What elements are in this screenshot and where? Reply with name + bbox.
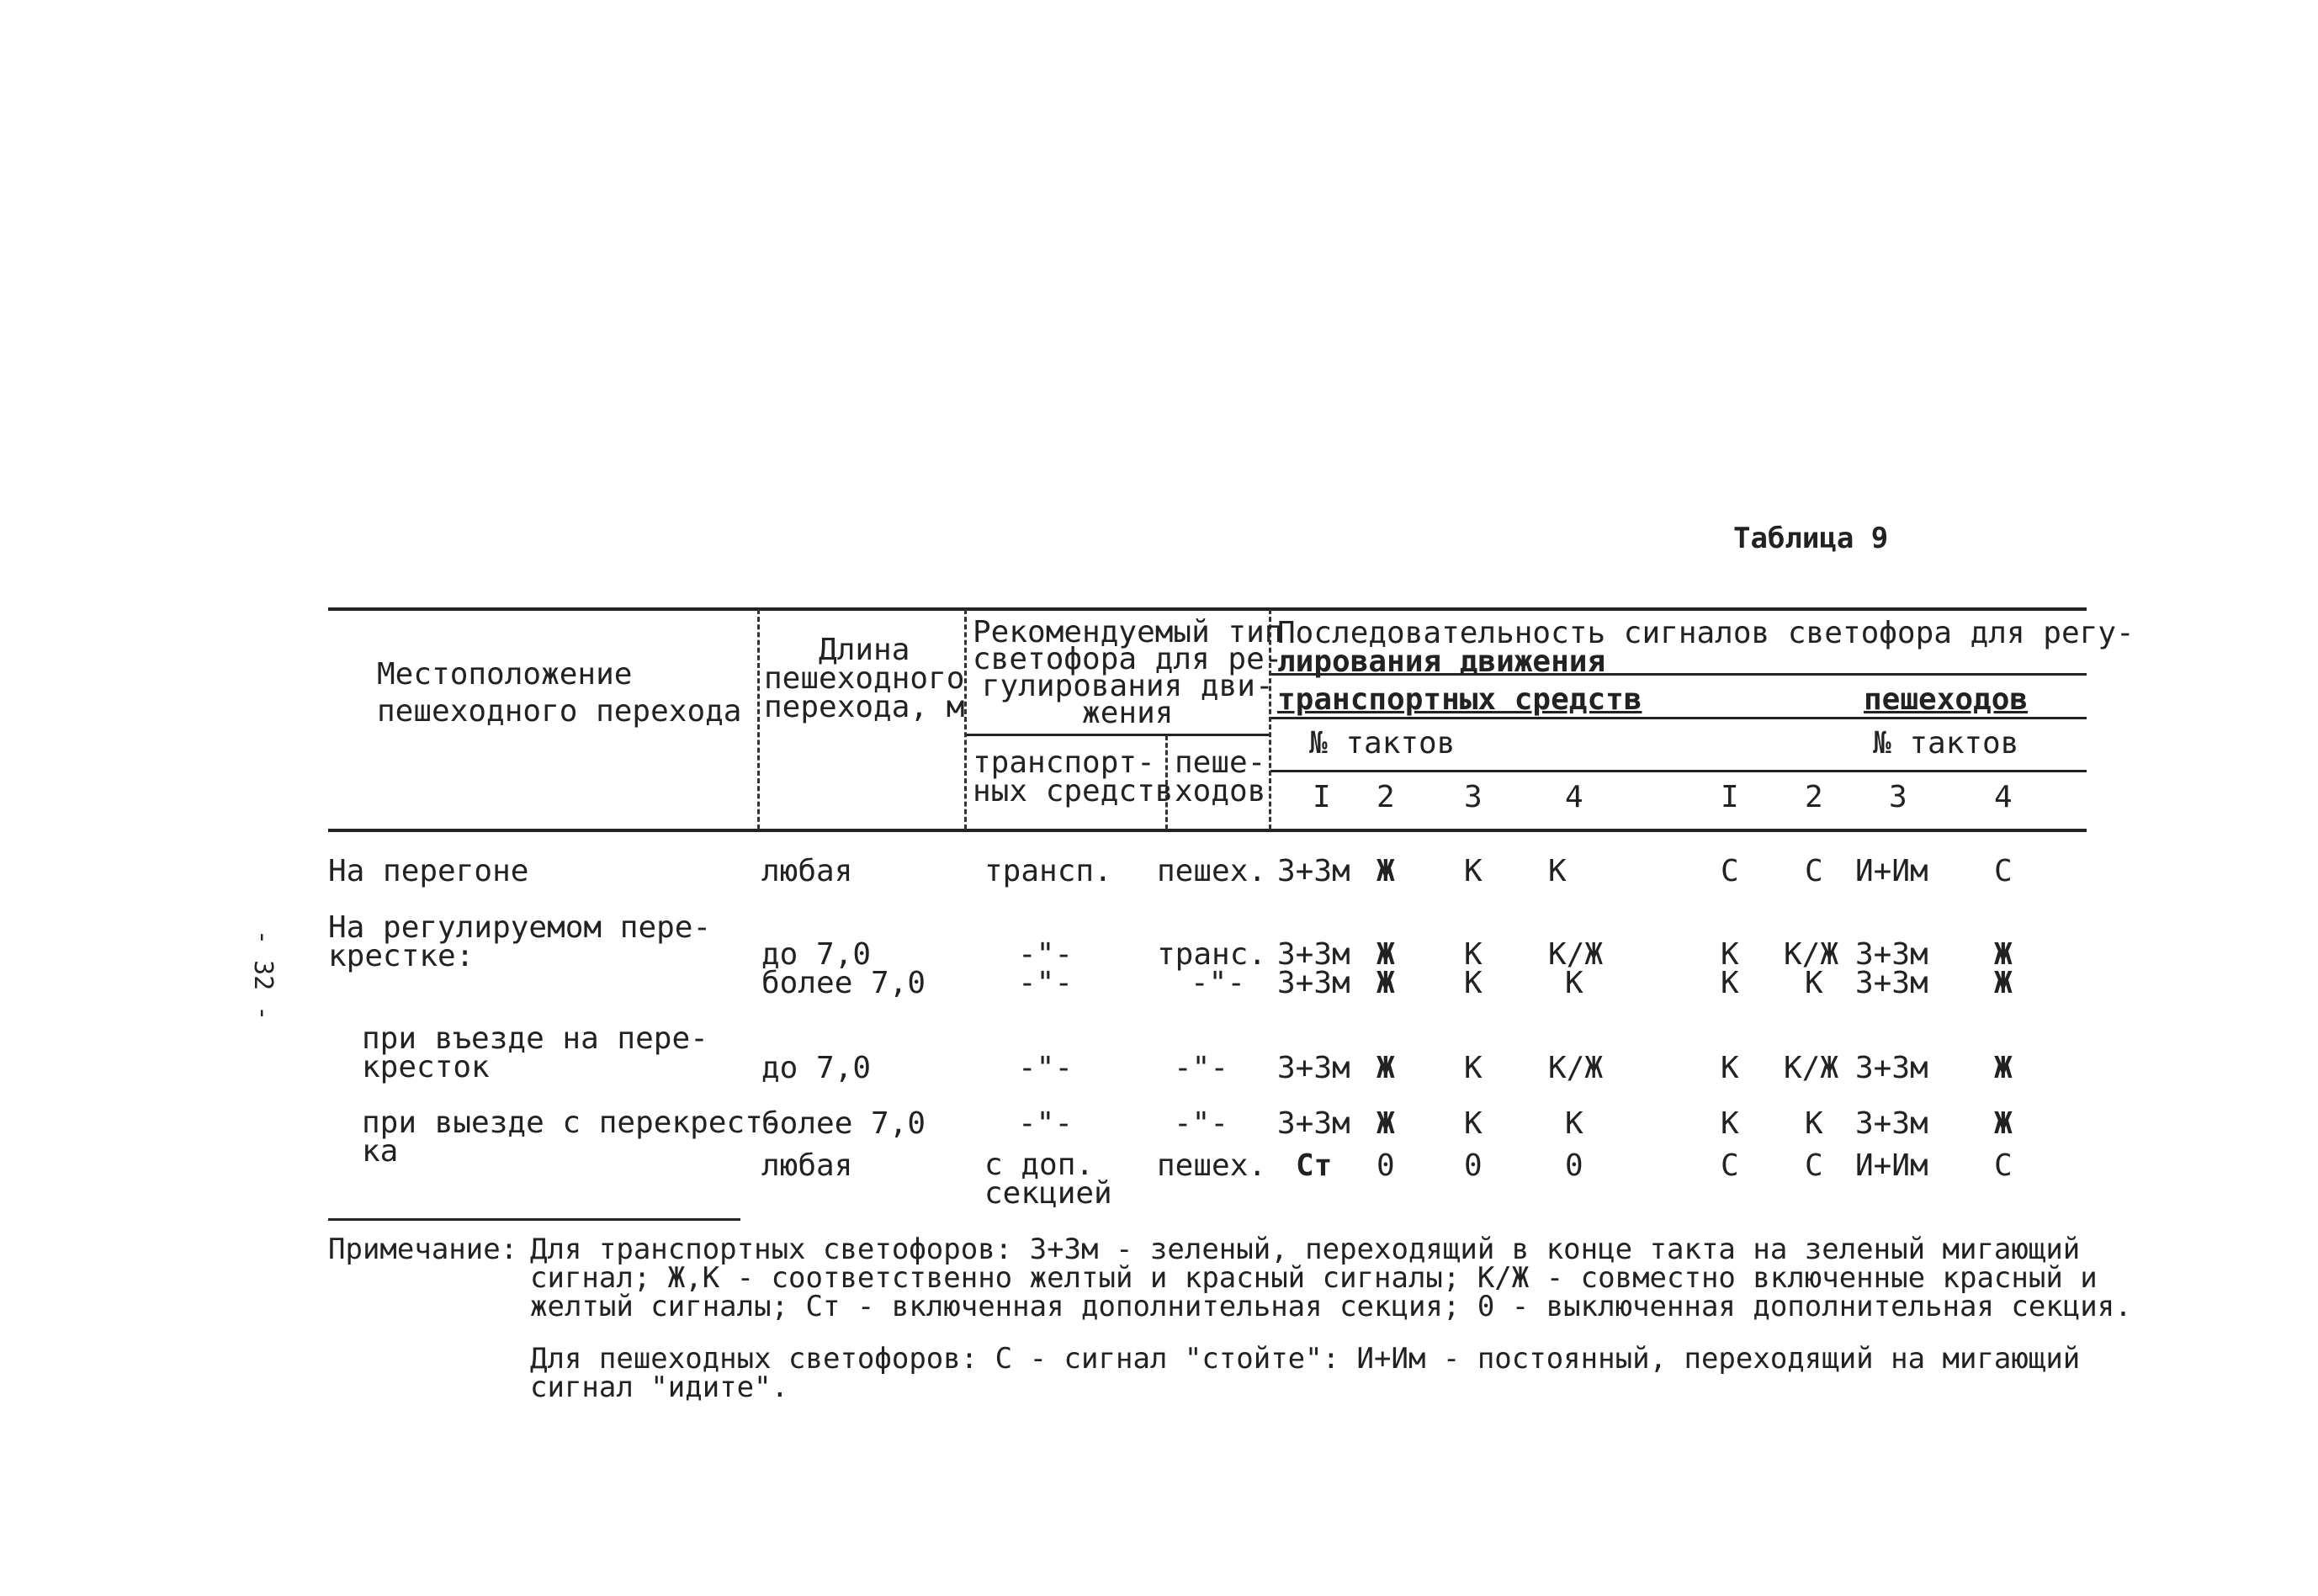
row3-p3: 3+3м	[1855, 1051, 1928, 1085]
tacts-rule	[1270, 770, 2087, 772]
row4-t2: Ж	[1376, 1106, 1395, 1141]
header-tacts-transport: № тактов	[1309, 726, 1456, 761]
row4-t1: 3+3м	[1277, 1106, 1350, 1141]
row4-location: при выезде с перекрест- ка	[362, 1106, 782, 1169]
tact-num-t4: 4	[1565, 780, 1583, 814]
row2-p4: Ж Ж	[1994, 937, 2013, 1000]
tact-num-t3: 3	[1464, 780, 1483, 814]
row3-t1: 3+3м	[1277, 1051, 1350, 1085]
table-title: Таблица 9	[1733, 522, 1889, 555]
row3-location: при въезде на пере- кресток	[362, 1021, 708, 1084]
row5-t3: 0	[1464, 1148, 1483, 1183]
tact-num-p3: 3	[1889, 780, 1907, 814]
row3-p1: К	[1721, 1051, 1739, 1085]
header-sequence: Последовательность сигналов светофора для регу- лирования движения	[1277, 616, 2135, 679]
row1-t2: Ж	[1376, 854, 1395, 888]
transport-pedestrian-rule	[1270, 717, 2087, 719]
row1-length: любая	[761, 854, 853, 888]
row4-p4: Ж	[1994, 1106, 2013, 1141]
row4-p1: К	[1721, 1106, 1739, 1141]
row2-p1: К К	[1721, 937, 1739, 1000]
row5-length: любая	[761, 1148, 853, 1183]
row3-t4: К/Ж	[1548, 1051, 1604, 1085]
tact-num-t2: 2	[1376, 780, 1395, 814]
row5-p4: С	[1994, 1148, 2013, 1183]
table-bottom-rule	[328, 1218, 740, 1221]
row4-rec-transport: -"-	[1018, 1106, 1074, 1141]
row2-rec-pedestrian: транс. -"-	[1157, 937, 1267, 1000]
tact-num-p1: I	[1721, 780, 1739, 814]
row2-length: до 7,0 более 7,0	[761, 937, 926, 1000]
tact-num-t1: I	[1313, 780, 1331, 814]
header-tacts-pedestrian: № тактов	[1873, 726, 2019, 761]
header-seq-transport: транспортных средств	[1277, 682, 1642, 717]
row5-rec-pedestrian: пешех.	[1157, 1148, 1267, 1183]
row3-t2: Ж	[1376, 1051, 1395, 1085]
header-seq-pedestrian: пешеходов	[1864, 682, 2029, 717]
row5-t2: 0	[1376, 1148, 1395, 1183]
header-length: Длина пешеходного перехода, м	[764, 633, 965, 724]
note-pedestrian: Для пешеходных светофоров: С - сигнал "стойте": И+Им - постоянный, переходящий на мигающий сигнал "идите".	[530, 1342, 2081, 1404]
row1-t3: К	[1464, 854, 1483, 888]
page-number: - 32 -	[248, 930, 278, 1021]
tact-num-p2: 2	[1805, 780, 1823, 814]
row1-rec-pedestrian: пешех.	[1157, 854, 1267, 888]
row1-t4: К	[1548, 854, 1567, 888]
row1-p3: И+Им	[1855, 854, 1928, 888]
row4-p3: 3+3м	[1855, 1106, 1928, 1141]
header-rec-pedestrian: пеше- ходов	[1175, 745, 1266, 809]
row3-p4: Ж	[1994, 1051, 2013, 1085]
row1-location: На перегоне	[328, 854, 529, 888]
row5-p3: И+Им	[1855, 1148, 1928, 1183]
row2-t1: 3+3м 3+3м	[1277, 937, 1350, 1000]
row3-p2: К/Ж	[1784, 1051, 1839, 1085]
note-transport: Для транспортных светофоров: 3+3м - зеленый, переходящий в конце такта на зеленый мигающий сигнал; Ж,К - соответственно желтый и красный сигналы; К/Ж - совместно включенные красный и желтый сигналы; Ст - включенная дополнительная секция; 0 - выключенная дополнительная секция.	[530, 1233, 2132, 1323]
row2-rec-transport: -"- -"-	[1018, 937, 1074, 1000]
vline-1	[757, 609, 760, 830]
row4-rec-pedestrian: -"-	[1174, 1106, 1229, 1141]
vline-2	[964, 609, 967, 830]
row4-t3: К	[1464, 1106, 1483, 1141]
row4-length: более 7,0	[761, 1106, 926, 1141]
row2-p3: 3+3м 3+3м	[1855, 937, 1928, 1000]
row2-t2: Ж Ж	[1376, 937, 1395, 1000]
header-location: Местоположение пешеходного перехода	[377, 657, 742, 729]
row3-rec-pedestrian: -"-	[1174, 1051, 1229, 1085]
row2-location: На регулируемом пере- крестке:	[328, 910, 712, 973]
row5-rec-transport: с доп. секцией	[984, 1148, 1112, 1211]
note-label: Примечание:	[328, 1233, 518, 1266]
row1-p1: С	[1721, 854, 1739, 888]
row2-p2: К/Ж К	[1784, 937, 1839, 1000]
row5-p2: С	[1805, 1148, 1823, 1183]
row1-p4: С	[1994, 854, 2013, 888]
row2-t4: К/Ж К	[1548, 937, 1604, 1000]
table-top-rule	[328, 607, 2087, 611]
row3-t3: К	[1464, 1051, 1483, 1085]
row1-p2: С	[1805, 854, 1823, 888]
row3-length: до 7,0	[761, 1051, 872, 1085]
row3-rec-transport: -"-	[1018, 1051, 1074, 1085]
header-recommended: Рекомендуемый тип светофора для ре- гулирования дви- жения	[973, 615, 1283, 730]
tact-num-p4: 4	[1994, 780, 2013, 814]
header-bottom-rule	[328, 829, 2087, 832]
row1-t1: 3+3м	[1277, 854, 1350, 888]
row5-t1: Ст	[1296, 1148, 1333, 1183]
row4-t4: К	[1565, 1106, 1583, 1141]
recommended-sub-rule	[966, 734, 1270, 736]
row4-p2: К	[1805, 1106, 1823, 1141]
row1-rec-transport: трансп.	[984, 854, 1112, 888]
row5-t4: 0	[1565, 1148, 1583, 1183]
header-rec-transport: транспорт- ных средств	[973, 745, 1174, 809]
row5-p1: С	[1721, 1148, 1739, 1183]
row2-t3: К К	[1464, 937, 1483, 1000]
